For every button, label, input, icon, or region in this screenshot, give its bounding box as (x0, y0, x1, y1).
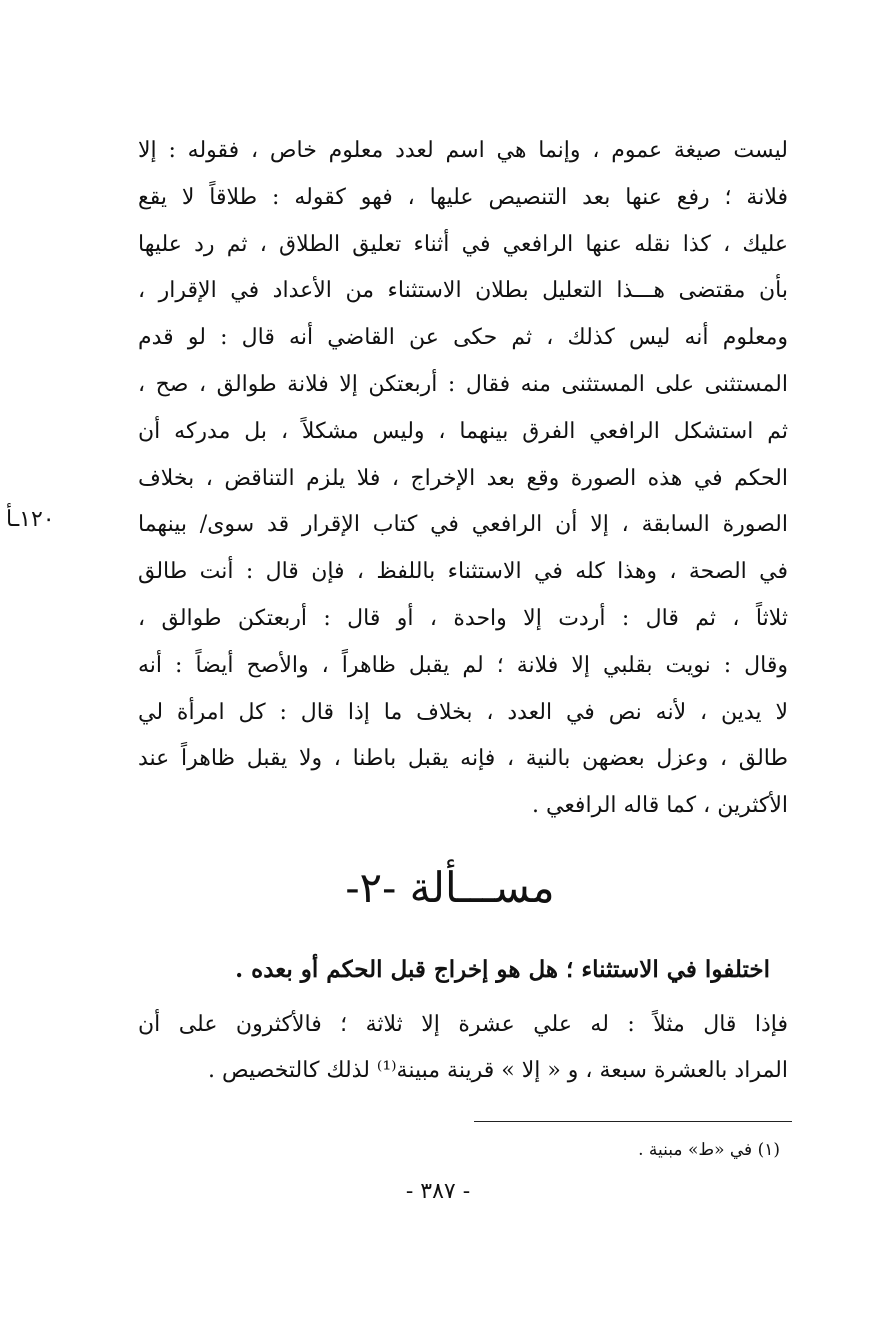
lead-sentence: اختلفوا في الاستثناء ؛ هل هو إخراج قبل الحكم أو بعده . (235, 956, 770, 983)
text-line: وقال : نويت بقلبي إلا فلانة ؛ لم يقبل ظاهراً ، والأصح أيضاً : أنه (138, 652, 788, 678)
text-line: الصورة السابقة ، إلا أن الرافعي في كتاب الإقرار قد سوى/ بينهما (138, 512, 788, 538)
text-line: ثم استشكل الرافعي الفرق بينهما ، وليس مشكلاً ، بل مدركه أن (138, 418, 788, 444)
text-line: فلانة ؛ رفع عنها بعد التنصيص عليها ، فهو كقوله : طلاقاً لا يقع (138, 184, 788, 210)
section-heading: مســـألة -٢- (345, 863, 555, 912)
text-line: عليك ، كذا نقله عنها الرافعي في أثناء تعليق الطلاق ، ثم رد عليها (138, 231, 788, 257)
text-line: الحكم في هذه الصورة وقع بعد الإخراج ، فلا يلزم التناقض ، بخلاف (138, 465, 788, 491)
main-paragraph (138, 128, 788, 830)
text-line: لا يدين ، لأنه نص في العدد ، بخلاف ما إذا قال : كل امرأة لي (138, 699, 788, 725)
text-line: في الصحة ، وهذا كله في الاستثناء باللفظ ، فإن قال : أنت طالق (138, 559, 788, 585)
text-line: المراد بالعشرة سبعة ، و « إلا » قرينة مبينة⁽¹⁾ لذلك كالتخصيص . (208, 1058, 788, 1083)
text-line: طالق ، وعزل بعضهن بالنية ، فإنه يقبل باطنا ، ولا يقبل ظاهراً عند (138, 746, 788, 772)
text-line: ليست صيغة عموم ، وإنما هي اسم لعدد معلوم خاص ، فقوله : إلا (138, 138, 788, 163)
second-paragraph (138, 1002, 788, 1094)
manuscript-folio-marker: ١٢٠ـأ (6, 507, 55, 532)
footnote: (١) في «ط» مبنية . (638, 1140, 780, 1160)
text-line: ثلاثاً ، ثم قال : أردت إلا واحدة ، أو قال : أربعتكن طوالق ، (138, 605, 788, 631)
footnote-separator (474, 1121, 792, 1122)
text-line: الأكثرين ، كما قاله الرافعي . (532, 793, 788, 819)
text-line: المستثنى على المستثنى منه فقال : أربعتكن إلا فلانة طوالق ، صح ، (138, 371, 788, 397)
page-number: - ٣٨٧ - (405, 1179, 471, 1204)
text-line: بأن مقتضى هـــذا التعليل بطلان الاستثناء من الأعداد في الإقرار ، (138, 278, 788, 304)
text-line: ومعلوم أنه ليس كذلك ، ثم حكى عن القاضي أنه قال : لو قدم (138, 325, 788, 351)
text-line: فإذا قال مثلاً : له علي عشرة إلا ثلاثة ؛ فالأكثرون على أن (138, 1012, 788, 1037)
